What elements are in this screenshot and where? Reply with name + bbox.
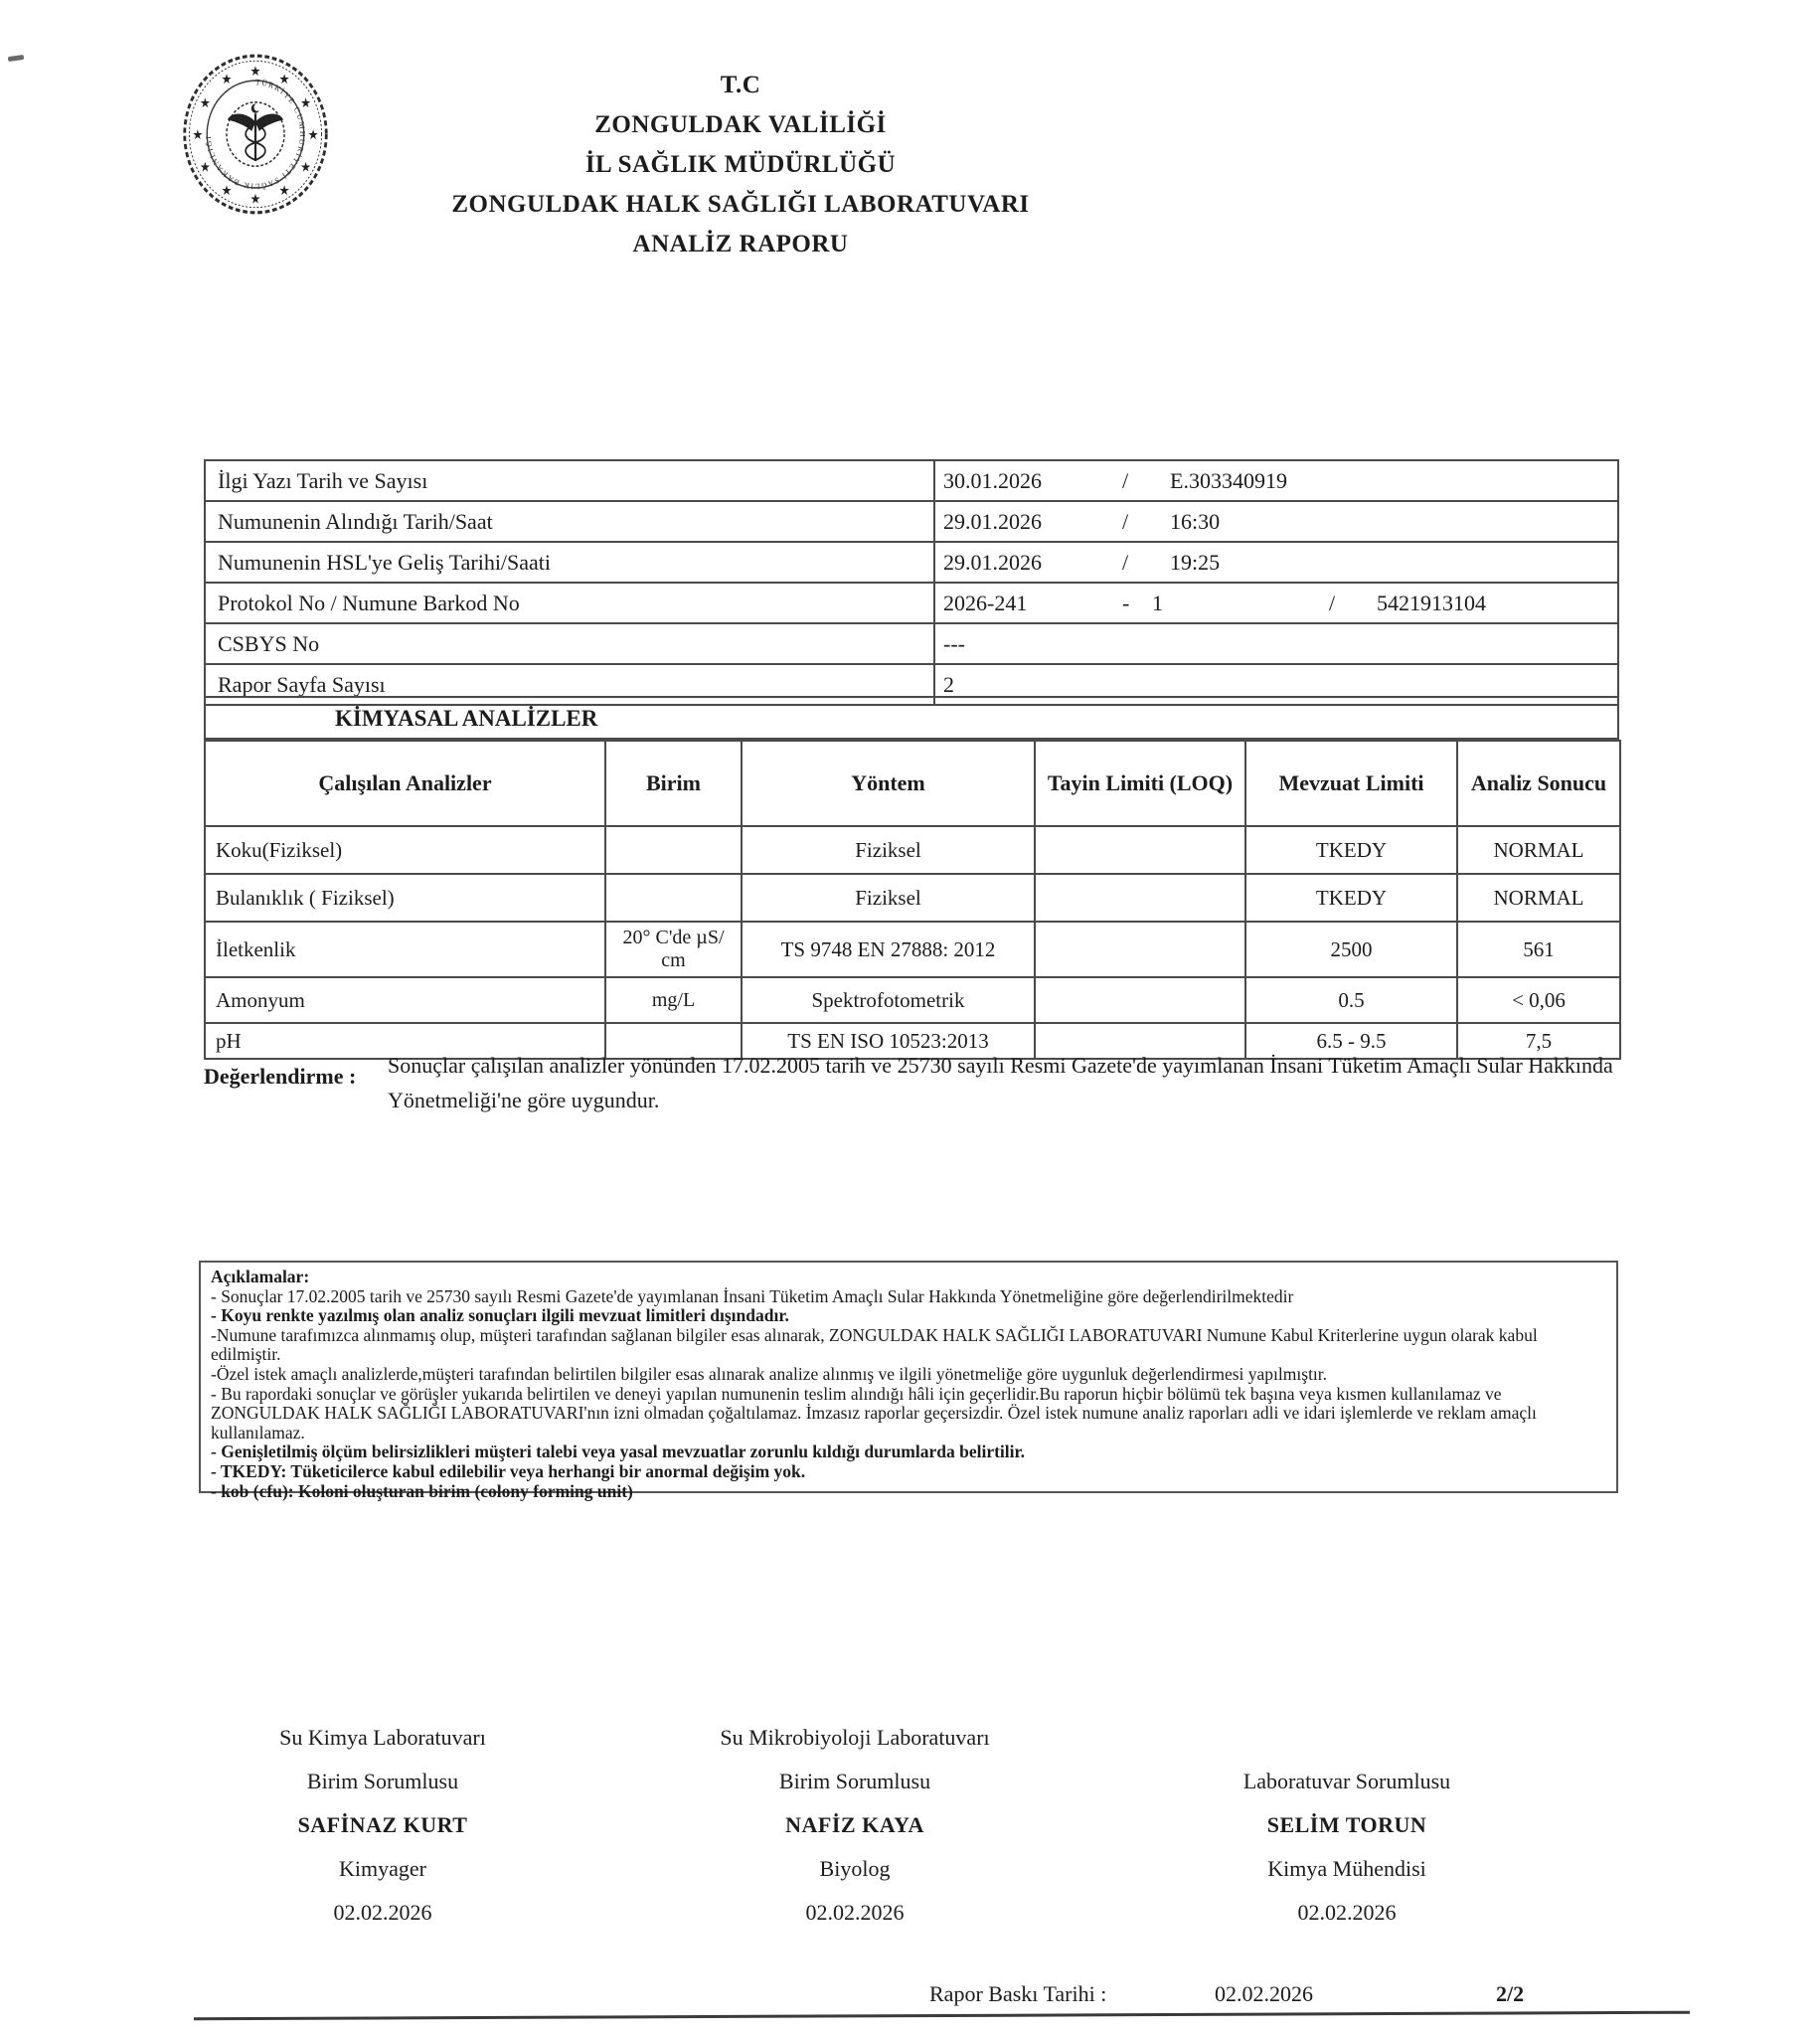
svg-text:★: ★ (278, 183, 290, 199)
cell-unit: 20° C'de µS/ cm (605, 922, 742, 977)
info-value-part: 19:25 (1170, 549, 1221, 575)
svg-text:★: ★ (199, 95, 211, 111)
note-line: - Koyu renkte yazılmış olan analiz sonuçları ilgili mevzuat limitleri dışındadır. (211, 1305, 789, 1326)
note-line: -Numune tarafımızca alınmamış olup, müşteri tarafından sağlanan bilgiler esas alınarak, ZONGULDAK HALK SAĞLIĞI LABORATUVARI Numune Kabul Kriterlerine uygun olarak kabul edilmiştir. (211, 1324, 1538, 1365)
svg-text:★: ★ (249, 191, 261, 207)
footer-rule (194, 2011, 1690, 2021)
svg-text:★: ★ (300, 159, 312, 175)
info-value (934, 542, 1618, 583)
signature-name: SAFİNAZ KURT (297, 1812, 468, 1837)
svg-text:★: ★ (278, 72, 290, 87)
chemical-analyses-table (204, 740, 1621, 1060)
notes-box (199, 1261, 1618, 1501)
evaluation-text: Sonuçlar çalışılan analizler yönünden 17.02.2005 tarih ve 25730 sayılı Resmi Gazete'de yayımlanan İnsani Tüketim Amaçlı Sular Hakkında Yönetmeliği'ne göre uygundur. (388, 1053, 1613, 1112)
slash-separator: / (1122, 549, 1129, 575)
cell-unit (605, 826, 742, 874)
svg-text:★: ★ (199, 159, 211, 175)
table-header-row (205, 741, 1620, 826)
signature-name: SELİM TORUN (1266, 1812, 1427, 1837)
cell-result: < 0,06 (1457, 977, 1620, 1023)
cell-regulation-limit: 2500 (1245, 922, 1457, 977)
signature-role: Birim Sorumlusu (306, 1769, 459, 1793)
cell-regulation-limit: 6.5 - 9.5 (1245, 1023, 1457, 1059)
cell-analysis: Amonyum (205, 977, 605, 1023)
column-header-regulation-limit: Mevzuat Limiti (1245, 741, 1457, 826)
slash-separator: / (1329, 590, 1336, 615)
svg-text:★: ★ (221, 183, 233, 199)
cell-analysis: pH (205, 1023, 605, 1059)
signature-date: 02.02.2026 (1297, 1900, 1397, 1925)
info-label: Numunenin HSL'ye Geliş Tarihi/Saati (205, 542, 934, 583)
info-label: Rapor Sayfa Sayısı (205, 664, 934, 705)
info-label: CSBYS No (205, 623, 934, 664)
signature-title: Kimyager (339, 1856, 426, 1881)
cell-result: NORMAL (1457, 874, 1620, 922)
note-line: - Genişletilmiş ölçüm belirsizlikleri müşteri talebi veya yasal mevzuatlar zorunlu kıldığı durumlarda belirtilir. (211, 1442, 1026, 1462)
page-title: ANALİZ RAPORU (632, 231, 849, 257)
signature-title: Biyolog (819, 1856, 891, 1881)
cell-method: Fiziksel (742, 826, 1035, 874)
note-line: - kob (cfu): Koloni oluşturan birim (colony forming unit) (211, 1480, 633, 1501)
signature-unit: Su Mikrobiyoloji Laboratuvarı (720, 1725, 990, 1750)
info-value-part: 30.01.2026 (943, 467, 1042, 493)
info-value-part: 2 (943, 671, 954, 697)
cell-regulation-limit: TKEDY (1245, 826, 1457, 874)
signature-name: NAFİZ KAYA (785, 1812, 924, 1837)
info-value (934, 583, 1618, 623)
cell-method: TS 9748 EN 27888: 2012 (742, 922, 1035, 977)
info-value-part: 1 (1152, 590, 1163, 615)
cell-analysis: Bulanıklık ( Fiziksel) (205, 874, 605, 922)
scan-artifact (8, 55, 25, 62)
note-line: - TKEDY: Tüketicilerce kabul edilebilir veya herhangi bir anormal değişim yok. (211, 1460, 806, 1481)
column-header-method: Yöntem (742, 741, 1035, 826)
signature-role: Laboratuvar Sorumlusu (1242, 1769, 1451, 1793)
info-value-part: 5421913104 (1377, 590, 1486, 615)
svg-text:★: ★ (307, 127, 319, 143)
table-row (205, 977, 1620, 1023)
info-label: Protokol No / Numune Barkod No (205, 583, 934, 623)
signature-block-microbiology (656, 1716, 1054, 1935)
evaluation-label: Değerlendirme : (204, 1064, 357, 1089)
note-line: - Bu rapordaki sonuçlar ve görüşler yukarıda belirtilen ve deneyi yapılan numunenin teslim alındığı hâli için geçerlidir.Bu raporun hiçbir bölümü tek başına veya kısmen kullanılamaz ve ZONGULDAK HALK SAĞLIĞI LABORATUVARI'nın izni olmadan çoğaltılamaz. İmzasız raporlar geçersizdir. Özel istek numune analiz raporları adli ve idari işlemlerde ve reklam amaçlı kullanılamaz. (211, 1383, 1537, 1442)
table-row (205, 874, 1620, 922)
column-header-analyses: Çalışılan Analizler (205, 741, 605, 826)
cell-method: Fiziksel (742, 874, 1035, 922)
report-print-date-value: 02.02.2026 (1215, 1981, 1313, 2006)
cell-result: 7,5 (1457, 1023, 1620, 1059)
header-line-directorate: İL SAĞLIK MÜDÜRLÜĞÜ (584, 151, 897, 178)
header-line-governorship: ZONGULDAK VALİLİĞİ (594, 111, 887, 138)
cell-loq (1035, 874, 1245, 922)
info-value-part: E.303340919 (1170, 467, 1287, 493)
column-header-unit: Birim (605, 741, 742, 826)
header-line-laboratory: ZONGULDAK HALK SAĞLIĞI LABORATUVARI (451, 191, 1030, 218)
cell-unit (605, 874, 742, 922)
cell-method: Spektrofotometrik (742, 977, 1035, 1023)
signature-date: 02.02.2026 (333, 1900, 432, 1925)
info-value (934, 623, 1618, 664)
slash-separator: / (1122, 467, 1129, 493)
cell-result: 561 (1457, 922, 1620, 977)
signature-block-chemistry (214, 1716, 552, 1935)
cell-loq (1035, 922, 1245, 977)
info-value-part: 29.01.2026 (943, 549, 1042, 575)
cell-result: NORMAL (1457, 826, 1620, 874)
table-row (205, 826, 1620, 874)
cell-method: TS EN ISO 10523:2013 (742, 1023, 1035, 1059)
page-number: 2/2 (1496, 1981, 1525, 2006)
column-header-loq: Tayin Limiti (LOQ) (1035, 741, 1245, 826)
info-value-part: --- (943, 630, 965, 656)
table-row (205, 460, 1618, 501)
info-value (934, 460, 1618, 501)
info-value-part: 29.01.2026 (943, 508, 1042, 534)
signature-role: Birim Sorumlusu (778, 1769, 931, 1793)
report-header (99, 66, 1382, 264)
notes-title: Açıklamalar: (211, 1267, 310, 1286)
info-value-part: 16:30 (1170, 508, 1221, 534)
cell-regulation-limit: 0.5 (1245, 977, 1457, 1023)
cell-analysis: İletkenlik (205, 922, 605, 977)
slash-separator: / (1122, 508, 1129, 534)
info-label: İlgi Yazı Tarih ve Sayısı (205, 460, 934, 501)
svg-text:★: ★ (221, 72, 233, 87)
table-row (205, 542, 1618, 583)
svg-text:★: ★ (192, 127, 204, 143)
cell-loq (1035, 826, 1245, 874)
chemical-analyses-section-title: KİMYASAL ANALİZLER (204, 696, 1619, 740)
seal-ring-text: TÜRKİYE CUMHURİYETİ SAĞLIK BAKANLIĞI (204, 77, 307, 192)
report-print-date-label: Rapor Baskı Tarihi : (929, 1981, 1107, 2006)
header-line-tc: T.C (720, 72, 761, 98)
sample-info-table (204, 459, 1619, 706)
dash-separator: - (1122, 590, 1130, 615)
svg-text:★: ★ (300, 95, 312, 111)
cell-analysis: Koku(Fiziksel) (205, 826, 605, 874)
info-label: Numunenin Alındığı Tarih/Saat (205, 501, 934, 542)
signature-block-lab-manager (1123, 1760, 1571, 1935)
cell-regulation-limit: TKEDY (1245, 874, 1457, 922)
cell-unit: mg/L (605, 977, 742, 1023)
info-value (934, 501, 1618, 542)
cell-loq (1035, 977, 1245, 1023)
signature-unit: Su Kimya Laboratuvarı (279, 1725, 486, 1750)
info-value-part: 2026-241 (943, 590, 1028, 615)
table-row (205, 501, 1618, 542)
signature-date: 02.02.2026 (805, 1900, 905, 1925)
table-row (205, 623, 1618, 664)
table-row (205, 922, 1620, 977)
column-header-result: Analiz Sonucu (1457, 741, 1620, 826)
svg-text:★: ★ (249, 64, 261, 80)
note-line: -Özel istek amaçlı analizlerde,müşteri tarafından belirtilen bilgiler esas alınarak analize alınmış ve ilgili yönetmeliğe göre uygunluk değerlendirmesi yapılmıştır. (211, 1363, 1328, 1384)
signature-title: Kimya Mühendisi (1267, 1856, 1426, 1881)
note-line: - Sonuçlar 17.02.2005 tarih ve 25730 sayılı Resmi Gazete'de yayımlanan İnsani Tüketim Amaçlı Sular Hakkında Yönetmeliğine göre değerlendirilmektedir (211, 1285, 1294, 1306)
table-row (205, 583, 1618, 623)
